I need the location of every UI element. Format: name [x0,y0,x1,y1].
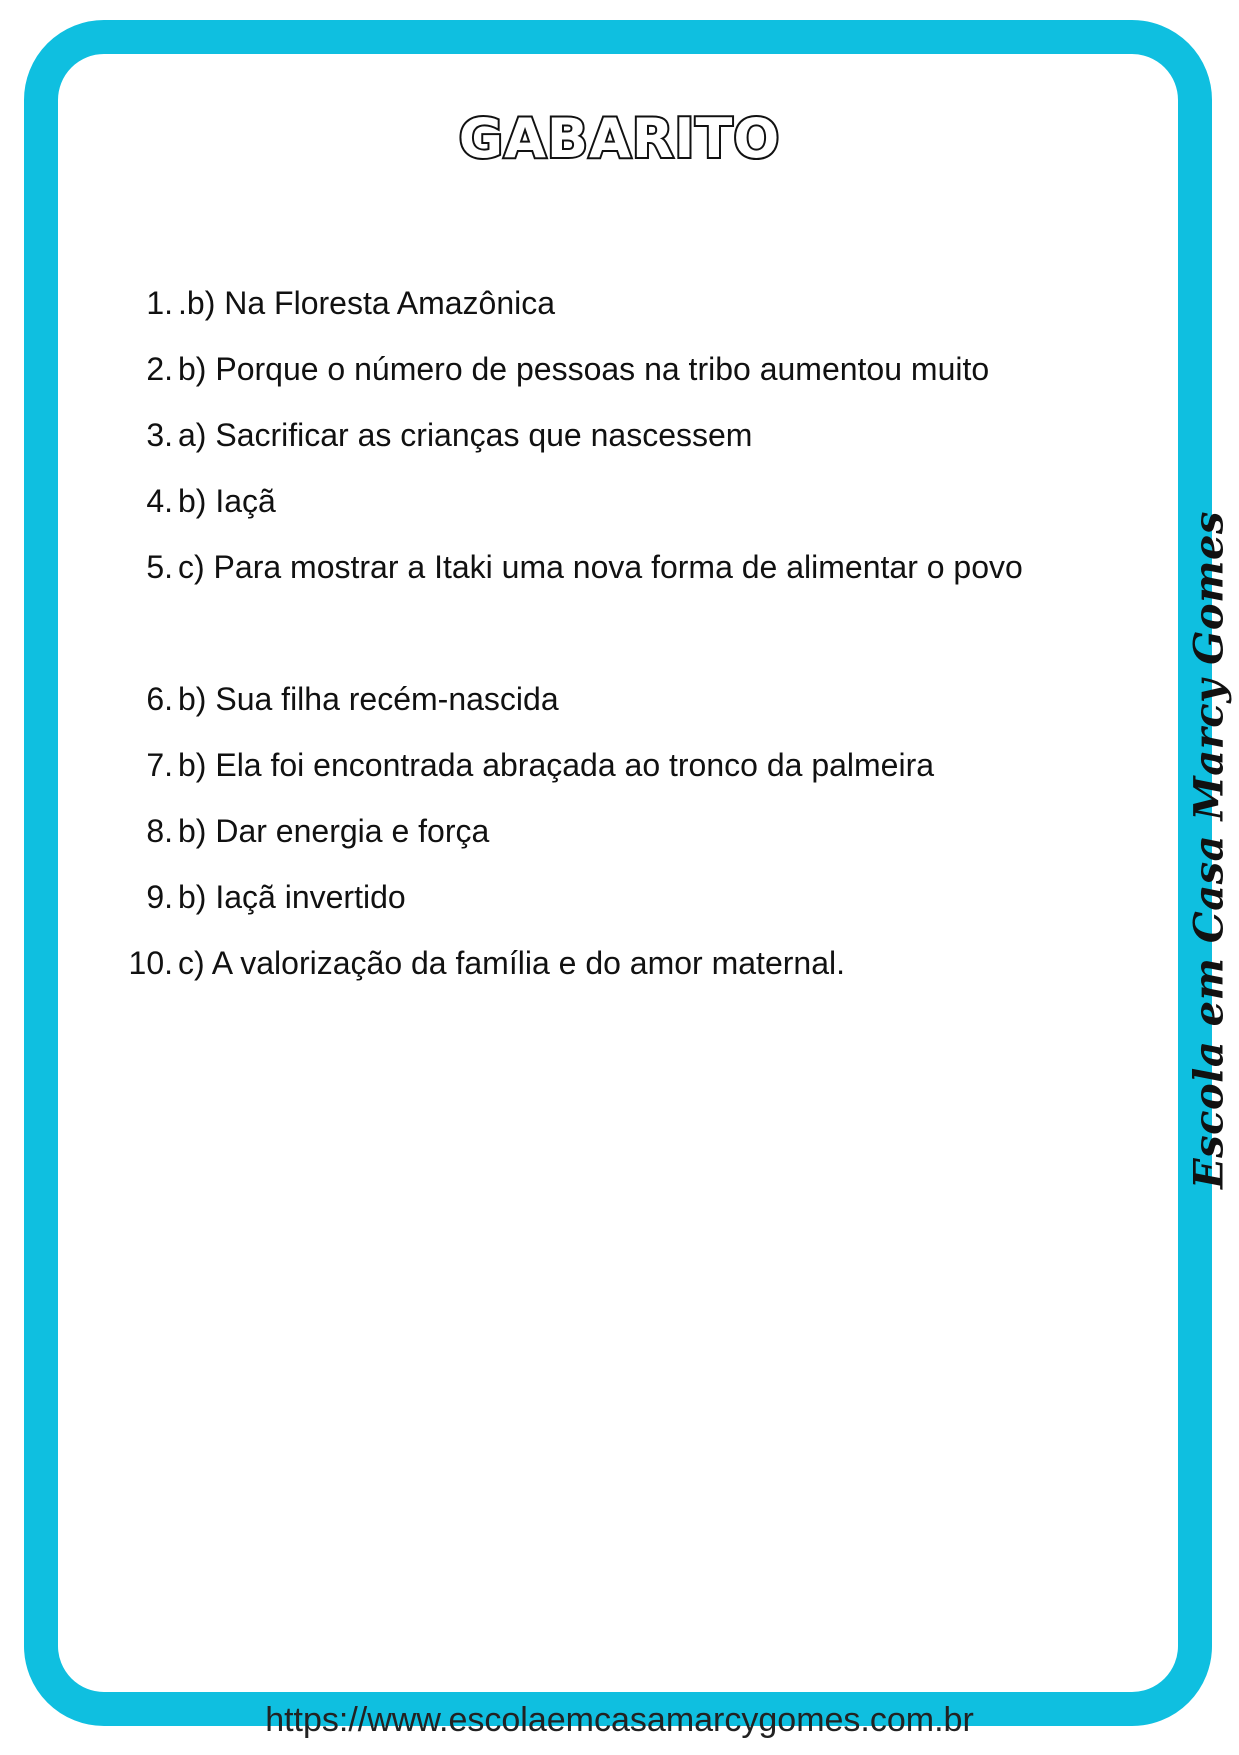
item-text: .b) Na Floresta Amazônica [178,285,556,321]
page-title: GABARITO [458,107,781,170]
item-text: b) Porque o número de pessoas na tribo aumentou muito [178,351,990,387]
list-item [0,930,1239,996]
item-number: 3. [146,417,173,453]
list-item [0,402,1239,468]
footer-url-link[interactable]: https://www.escolaemcasamarcygomes.com.br [265,1701,974,1739]
list-item [0,864,1239,930]
item-text: a) Sacrificar as crianças que nascessem [178,417,753,453]
list-item [0,468,1239,534]
list-item [0,666,1239,732]
item-number: 6. [146,681,173,717]
item-number: 1. [146,285,173,321]
item-text: b) Iaçã [178,483,276,519]
brand-watermark-text: Escola em Casa Marcy Gomes [1185,511,1233,1189]
item-text: b) Sua filha recém-nascida [178,681,559,717]
list-item [0,534,1239,666]
list-item [0,336,1239,402]
answer-list [0,270,1239,996]
list-item [0,732,1239,798]
item-text: b) Dar energia e força [178,813,490,849]
list-item [0,270,1239,336]
item-text: b) Iaçã invertido [178,879,406,915]
list-item [0,798,1239,864]
item-text: c) Para mostrar a Itaki uma nova forma de alimentar o povo [178,549,1023,585]
item-text: b) Ela foi encontrada abraçada ao tronco da palmeira [178,747,935,783]
item-number: 4. [146,483,173,519]
item-number: 5. [146,549,173,585]
item-number: 2. [146,351,173,387]
item-number: 8. [146,813,173,849]
item-number: 10. [128,945,173,981]
item-number: 7. [146,747,173,783]
item-number: 9. [146,879,173,915]
item-text: c) A valorização da família e do amor maternal. [178,945,845,981]
